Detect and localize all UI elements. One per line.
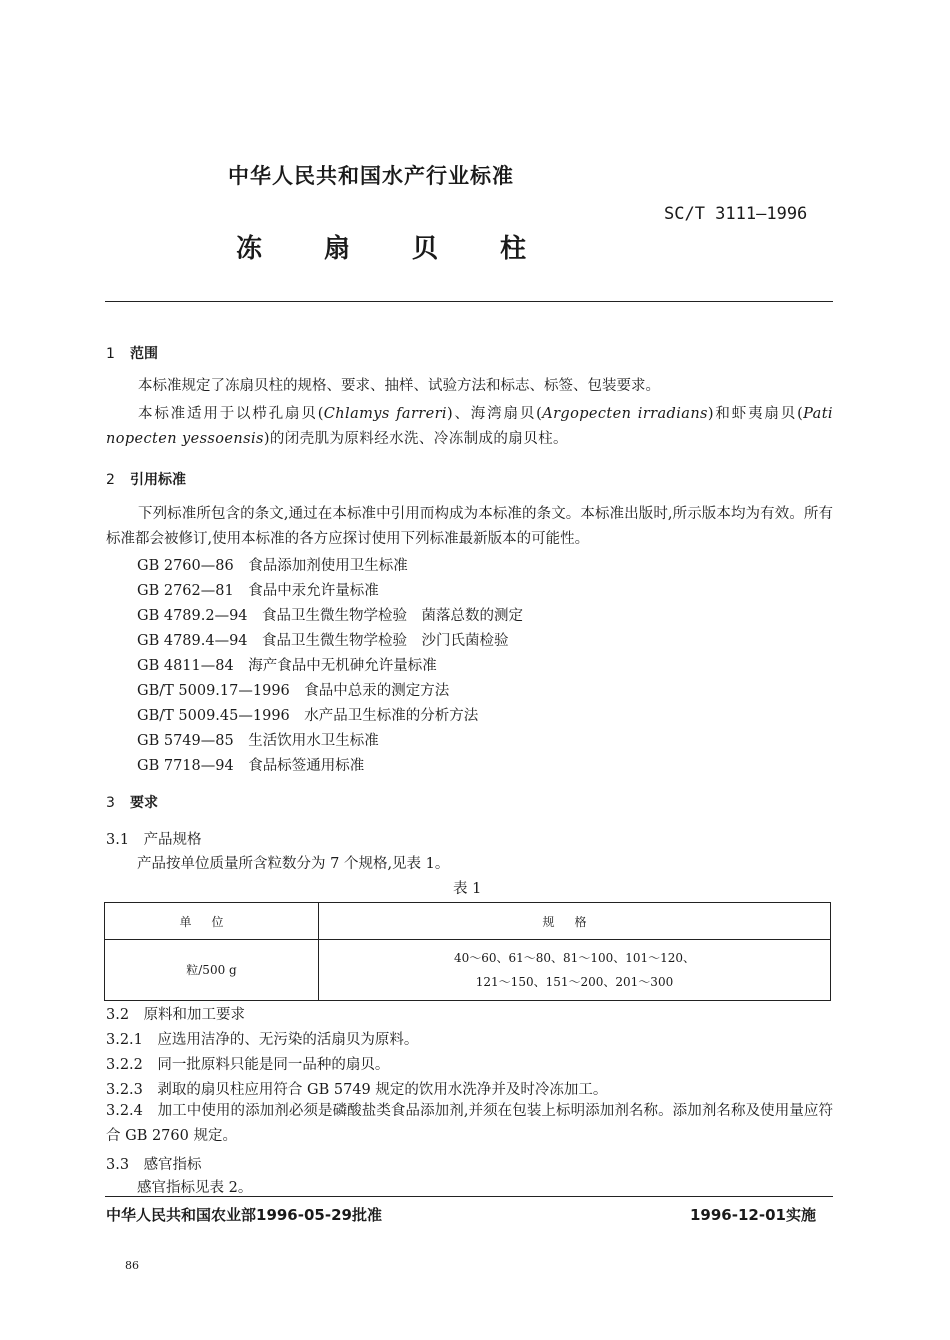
species-name: Chlamys farreri xyxy=(323,406,447,422)
section-title: 范围 xyxy=(130,346,158,362)
reference-item: GB 2762—81 食品中汞允许量标准 xyxy=(137,583,379,599)
footer-divider xyxy=(105,1196,833,1197)
section-2-intro: 下列标准所包含的条文,通过在本标准中引用而构成为本标准的条文。本标准出版时,所示版本均为有效。所有标准都会被修订,使用本标准的各方应探讨使用下列标准最新版本的可能性。 xyxy=(106,506,833,547)
subsection-3-2-1: 3.2.1 应选用洁净的、无污染的活扇贝为原料。 xyxy=(106,1032,419,1048)
approval-line: 中华人民共和国农业部1996-05-29批准 xyxy=(106,1206,382,1224)
reference-item: GB 4789.4—94 食品卫生微生物学检验 沙门氏菌检验 xyxy=(137,633,509,649)
reference-item: GB/T 5009.17—1996 食品中总汞的测定方法 xyxy=(137,683,450,699)
subsection-3-2-2: 3.2.2 同一批原料只能是同一品种的扇贝。 xyxy=(106,1057,390,1073)
section-1-heading xyxy=(106,343,158,363)
table-row xyxy=(105,940,831,1001)
section-3-heading xyxy=(106,792,158,812)
reference-item: GB 5749—85 生活饮用水卫生标准 xyxy=(137,733,379,749)
section-title: 引用标准 xyxy=(130,472,186,488)
section-title: 要求 xyxy=(130,795,158,811)
table-caption: 表 1 xyxy=(453,881,482,897)
subsection-3-1: 3.1 产品规格 xyxy=(106,832,202,848)
table-cell-spec: 40～60、61～80、81～100、101～120、 121～150、151～200、201～300 xyxy=(319,940,831,1001)
section-number: 2 xyxy=(106,472,115,488)
section-number: 1 xyxy=(106,346,115,362)
reference-item: GB 4789.2—94 食品卫生微生物学检验 菌落总数的测定 xyxy=(137,608,524,624)
implementation-date: 1996-12-01实施 xyxy=(690,1206,816,1224)
issuing-organization: 中华人民共和国水产行业标准 xyxy=(228,164,514,188)
subsection-3-3-text: 感官指标见表 2。 xyxy=(137,1180,253,1196)
table-header-spec: 规格 xyxy=(319,903,831,940)
subsection-3-1-text: 产品按单位质量所含粒数分为 7 个规格,见表 1。 xyxy=(137,856,450,872)
subsection-3-3: 3.3 感官指标 xyxy=(106,1157,202,1173)
subsection-3-2: 3.2 原料和加工要求 xyxy=(106,1007,246,1023)
section-1-paragraph-2: 本标准适用于以栉孔扇贝(Chlamys farreri)、海湾扇贝(Argopecten irradians)和虾夷扇贝(Pati nopecten yessoensis)的闭壳肌为原料经水洗、冷冻制成的扇贝柱。 xyxy=(106,406,833,447)
reference-item: GB/T 5009.45—1996 水产品卫生标准的分析方法 xyxy=(137,708,479,724)
page-number: 86 xyxy=(125,1259,139,1272)
table-cell-unit: 粒/500 g xyxy=(105,940,319,1001)
section-2-heading xyxy=(106,469,186,489)
species-name: Pati nopecten yessoensis xyxy=(106,406,833,447)
section-1-paragraph-1: 本标准规定了冻扇贝柱的规格、要求、抽样、试验方法和标志、标签、包装要求。 xyxy=(138,378,660,394)
reference-item: GB 4811—84 海产食品中无机砷允许量标准 xyxy=(137,658,437,674)
subsection-3-2-3: 3.2.3 剥取的扇贝柱应用符合 GB 5749 规定的饮用水洗净并及时冷冻加工。 xyxy=(106,1082,608,1098)
species-name: Argopecten irradians xyxy=(542,406,708,422)
section-number: 3 xyxy=(106,795,115,811)
header-divider xyxy=(105,301,833,302)
subsection-3-2-4: 3.2.4 加工中使用的添加剂必须是磷酸盐类食品添加剂,并须在包装上标明添加剂名称。添加剂名称及使用量应符合 GB 2760 规定。 xyxy=(106,1103,834,1144)
spec-table xyxy=(104,902,831,1001)
reference-item: GB 2760—86 食品添加剂使用卫生标准 xyxy=(137,558,408,574)
reference-item: GB 7718—94 食品标签通用标准 xyxy=(137,758,365,774)
standard-code: SC/T 3111—1996 xyxy=(664,204,808,224)
document-title: 冻扇贝柱 xyxy=(236,234,589,264)
table-header-unit: 单位 xyxy=(105,903,319,940)
